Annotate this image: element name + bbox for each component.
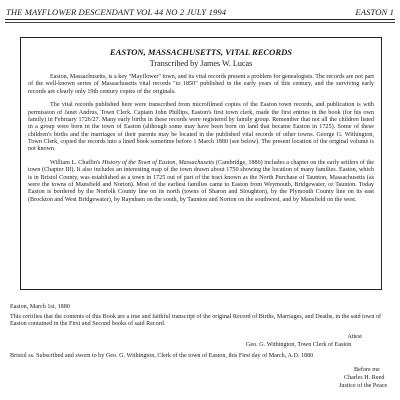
before-me: Before me bbox=[354, 367, 380, 374]
certificate bbox=[10, 304, 392, 390]
running-header bbox=[6, 7, 394, 17]
justice-title: Justice of the Peace bbox=[339, 382, 388, 389]
intro-box bbox=[20, 37, 382, 290]
paragraph-3-lead: William L. Chaffin's bbox=[50, 159, 103, 166]
journal-header: THE MAYFLOWER DESCENDANT VOL 44 NO 2 JULY 1994 bbox=[6, 7, 227, 17]
book-title: History of the Town of Easton, Massachusetts bbox=[102, 159, 215, 166]
section-header: EASTON 1 bbox=[355, 7, 394, 17]
paragraph-3-rest: (Cambridge, 1886) includes a chapter on the early settlers of the town (Chapter III). It also includes an interesting map of the town drawn about 1750 showing the location of many families. Easton, which is in Bristol County, was established as a town in 1725 out of part of the tract known as the North Purchase of Taunton, Massachusetts (as were the towns of Mansfield and Norton). Most of the earliest families came to Easton from Weymouth, Bridgewater, or Taunton. Today Easton is bordered by the Norfolk County line on its north (towns of Sharon and Stoughton), by the Plymouth County line on its east (Brockton and West Bridgewater), by Raynham on the south, by Taunton and Norton on the southwest, and by Mansfield on the west. bbox=[28, 159, 374, 203]
justice-name: Charles H. Reed bbox=[344, 374, 385, 381]
article-title: EASTON, MASSACHUSETTS, VITAL RECORDS bbox=[109, 47, 293, 57]
paragraph-3 bbox=[28, 160, 374, 204]
header-rule-thick bbox=[5, 19, 395, 20]
paragraph-2: The vital records published here were transcribed from microfilmed copies of the Easton town records, and publication is with permission of Janet Andrus, Town Clerk. Captain John Phillips, Easton's first town clerk, made the first entries in the book (for his own family) in February 1726/27. Many early births in these records were registered by family group. Remember that not all the children listed in a group were born in the town of Easton (although some may have been born on land that became Easton in 1725). Some of these children's births and the marriages of their parents may be located in the published vital records of other towns. George G. Withington, Town Clerk, copied the records into a lined book sometime before 1 March 1880 (see below). The present location of the original volume is not known. bbox=[28, 102, 374, 153]
header-rule-thin bbox=[5, 22, 395, 23]
attest-label: Attest bbox=[347, 334, 362, 341]
sworn-statement: Bristol ss. Subscribed and sworn to by Geo. G. Withington, Clerk of the town of Easton, this First day of March, A.D. 1880 bbox=[10, 353, 314, 360]
paragraph-1: Easton, Massachusetts, is a key "Mayflower" town, and its vital records present a problem for genealogists. The records are not part of the well-known series of Massachusetts vital records "to 1850" published in the early years of this century, and the surviving early records are clearly only 19th century copies of the originals. bbox=[28, 74, 374, 95]
certificate-dateline: Easton, March 1st, 1880 bbox=[10, 304, 70, 310]
attest-signature: Geo. G. Withington, Town Clerk of Easton bbox=[246, 341, 352, 348]
article-byline: Transcribed by James W. Lucas bbox=[149, 59, 253, 68]
certificate-statement: This certifies that the contents of this Book are a true and faithful transcript of the original Record of Births, Marriages, and Deaths, in the said town of Easton contained in the First and Second books of said Record. bbox=[10, 313, 382, 328]
